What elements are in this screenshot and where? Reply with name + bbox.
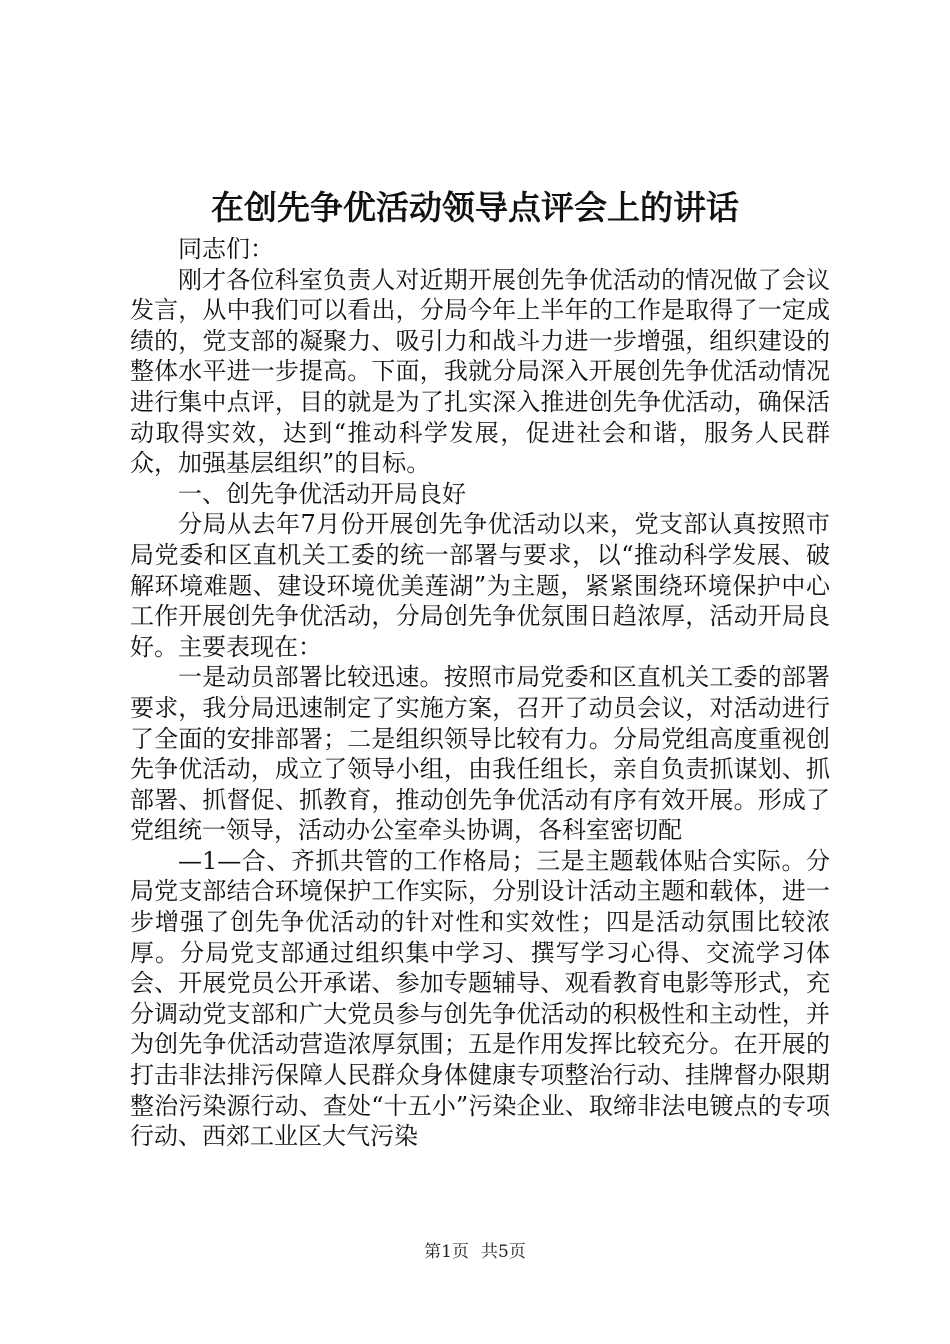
page-footer xyxy=(0,1240,950,1264)
continued-paragraph: —1—合、齐抓共管的工作格局；三是主题载体贴合实际。分局党支部结合环境保护工作实际，分别设计活动主题和载体，进一步增强了创先争优活动的针对性和实效性；四是活动氛围比较浓厚。分局党支部通过组织集中学习、撰写学习心得、交流学习体会、开展党员公开承诺、参加专题辅导、观看教育电影等形式，充分调动党支部和广大党员参与创先争优活动的积极性和主动性，并为创先争优活动营造浓厚氛围；五是作用发挥比较充分。在开展的打击非法排污保障人民群众身体健康专项整治行动、挂牌督办限期整治污染源行动、查处“十五小”污染企业、取缔非法电镀点的专项行动、西郊工业区大气污染 xyxy=(130,846,830,1151)
intro-paragraph: 刚才各位科室负责人对近期开展创先争优活动的情况做了会议发言，从中我们可以看出，分局今年上半年的工作是取得了一定成绩的，党支部的凝聚力、吸引力和战斗力进一步增强，组织建设的整体水平进一步提高。下面，我就分局深入开展创先争优活动情况进行集中点评，目的就是为了扎实深入推进创先争优活动，确保活动取得实效，达到“推动科学发展，促进社会和谐，服务人民群众，加强基层组织”的目标。 xyxy=(130,265,830,478)
page-number: 第1页 xyxy=(424,1242,469,1262)
document-title: 在创先争优活动领导点评会上的讲话 xyxy=(211,188,739,227)
document-body xyxy=(130,234,830,1152)
performance-paragraph: 一是动员部署比较迅速。按照市局党委和区直机关工委的部署要求，我分局迅速制定了实施方案，召开了动员会议，对活动进行了全面的安排部署；二是组织领导比较有力。分局党组高度重视创先争优活动，成立了领导小组，由我任组长，亲自负责抓谋划、抓部署、抓督促、抓教育，推动创先争优活动有序有效开展。形成了党组统一领导，活动办公室牵头协调，各科室密切配 xyxy=(130,663,830,845)
section-1-paragraph: 分局从去年7月份开展创先争优活动以来，党支部认真按照市局党委和区直机关工委的统一部署与要求，以“推动科学发展、破解环境难题、建设环境优美莲湖”为主题，紧紧围绕环境保护中心工作开展创先争优活动，分局创先争优氛围日趋浓厚，活动开局良好。主要表现在： xyxy=(130,510,830,661)
salutation-paragraph: 同志们： xyxy=(178,235,274,263)
page-total: 共5页 xyxy=(481,1242,526,1262)
section-heading-1: 一、创先争优活动开局良好 xyxy=(178,479,466,508)
